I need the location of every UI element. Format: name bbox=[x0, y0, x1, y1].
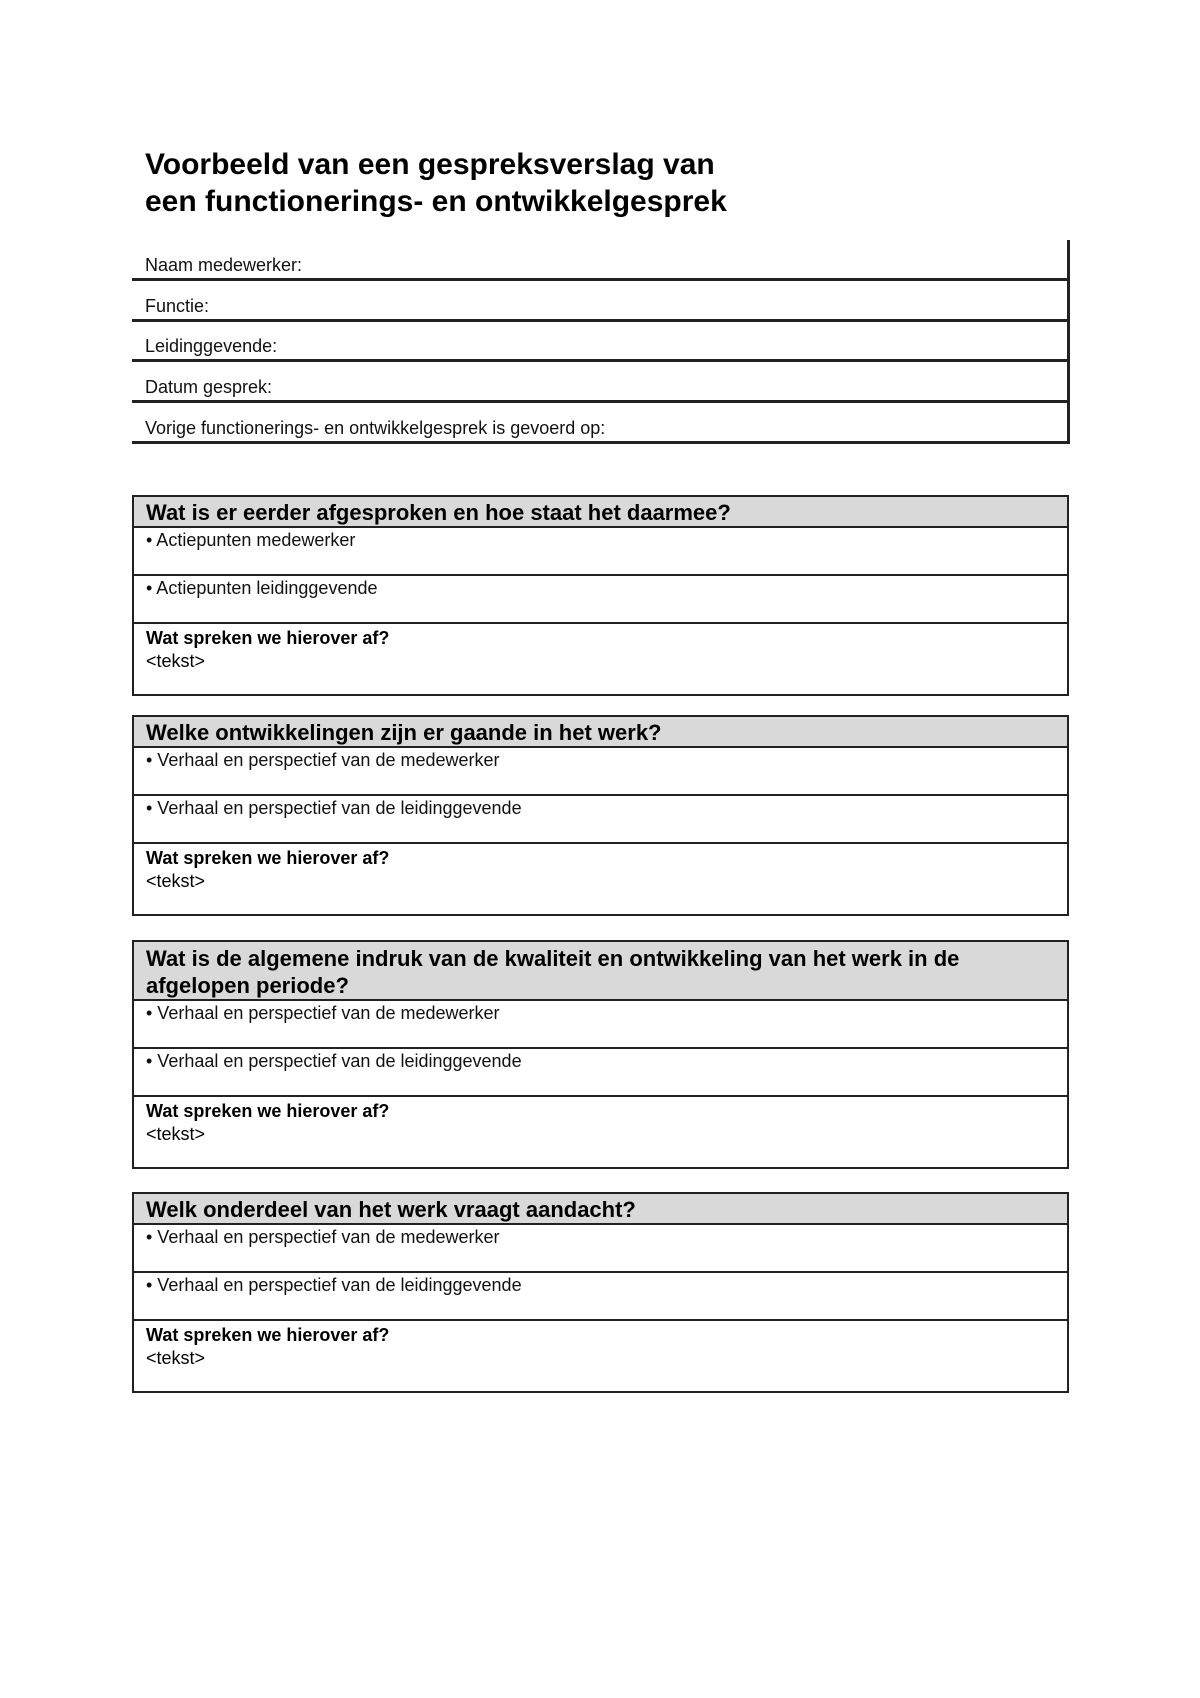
section-work-developments bbox=[132, 715, 1069, 916]
meeting-date-field[interactable]: Datum gesprek: bbox=[132, 362, 1067, 403]
section-heading: Wat is er eerder afgesproken en hoe staat het daarmee? bbox=[134, 497, 1067, 528]
job-title-field[interactable]: Functie: bbox=[132, 281, 1067, 322]
manager-perspective[interactable]: • Verhaal en perspectief van de leidinggevende bbox=[134, 796, 1067, 844]
employee-perspective[interactable]: • Verhaal en perspectief van de medewerker bbox=[134, 748, 1067, 796]
section-previous-agreements bbox=[132, 495, 1069, 696]
agreement-text[interactable]: <tekst> bbox=[146, 871, 206, 891]
manager-action-points[interactable]: • Actiepunten leidinggevende bbox=[134, 576, 1067, 624]
agreement-text[interactable]: <tekst> bbox=[146, 1124, 206, 1144]
employee-perspective[interactable]: • Verhaal en perspectief van de medewerker bbox=[134, 1001, 1067, 1049]
manager-perspective[interactable]: • Verhaal en perspectief van de leidinggevende bbox=[134, 1049, 1067, 1097]
agreement-question: Wat spreken we hierover af? bbox=[146, 628, 390, 648]
previous-meeting-date-field[interactable]: Vorige functionerings- en ontwikkelgesprek is gevoerd op: bbox=[132, 403, 1067, 444]
agreement-text[interactable]: <tekst> bbox=[146, 1348, 206, 1368]
section-heading: Welke ontwikkelingen zijn er gaande in het werk? bbox=[134, 717, 1067, 748]
page-title-line-2: een functionerings- en ontwikkelgesprek bbox=[145, 185, 727, 218]
agreement-question: Wat spreken we hierover af? bbox=[146, 1325, 390, 1345]
section-quality-impression bbox=[132, 940, 1069, 1169]
agreement-block[interactable] bbox=[134, 1321, 1067, 1391]
manager-perspective[interactable]: • Verhaal en perspectief van de leidinggevende bbox=[134, 1273, 1067, 1321]
employee-name-field[interactable]: Naam medewerker: bbox=[132, 240, 1067, 281]
section-heading: Welk onderdeel van het werk vraagt aandacht? bbox=[134, 1194, 1067, 1225]
agreement-block[interactable] bbox=[134, 624, 1067, 694]
section-heading: Wat is de algemene indruk van de kwaliteit en ontwikkeling van het werk in de afgelopen periode? bbox=[134, 942, 1067, 1001]
agreement-question: Wat spreken we hierover af? bbox=[146, 1101, 390, 1121]
agreement-text[interactable]: <tekst> bbox=[146, 651, 206, 671]
employee-perspective[interactable]: • Verhaal en perspectief van de medewerker bbox=[134, 1225, 1067, 1273]
agreement-block[interactable] bbox=[134, 1097, 1067, 1167]
agreement-question: Wat spreken we hierover af? bbox=[146, 848, 390, 868]
employee-action-points[interactable]: • Actiepunten medewerker bbox=[134, 528, 1067, 576]
employee-info-form bbox=[132, 240, 1070, 444]
manager-field[interactable]: Leidinggevende: bbox=[132, 322, 1067, 363]
section-attention-areas bbox=[132, 1192, 1069, 1393]
agreement-block[interactable] bbox=[134, 844, 1067, 914]
page-title-line-1: Voorbeeld van een gespreksverslag van bbox=[145, 148, 715, 181]
page-title bbox=[145, 146, 1045, 220]
